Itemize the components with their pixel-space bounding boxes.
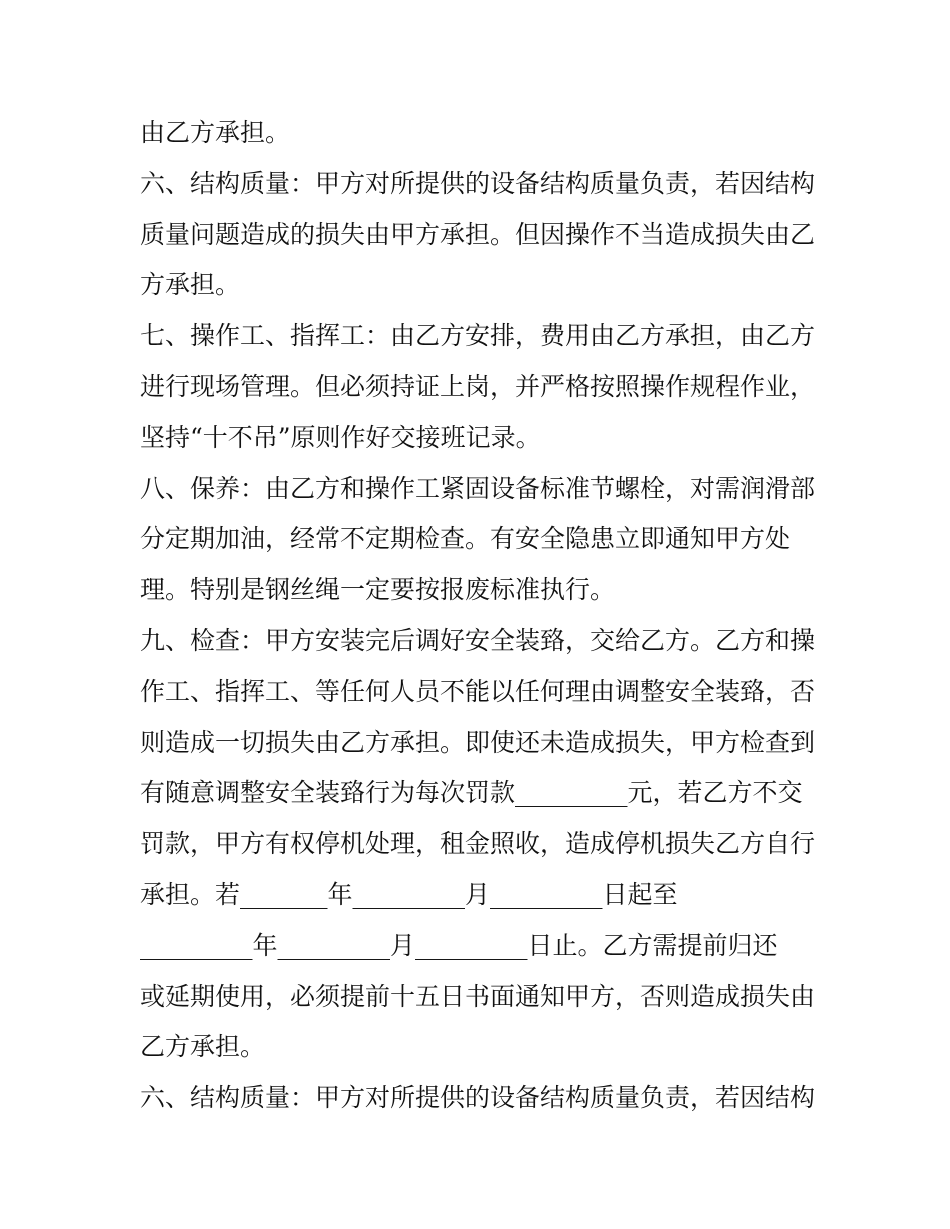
text-line: 八、保养：由乙方和操作工紧固设备标准节螺栓，对需润滑部 [140,473,816,503]
text-line: 由乙方承担。 [140,118,291,147]
text-line: 理。特别是钢丝绳一定要按报废标准执行。 [140,575,616,605]
text-line: 进行现场管理。但必须持证上岗，并严格按照操作规程作业， [140,371,816,401]
text-line: 坚持“十不吊”原则作好交接班记录。 [140,422,541,452]
text-line: 九、检查：甲方安装完后调好安全装臵，交给乙方。乙方和操 [140,625,816,655]
text-line: 七、操作工、指挥工：由乙方安排，费用由乙方承担，由乙方 [140,321,816,351]
text-line: 则造成一切损失由乙方承担。即使还未造成损失，甲方检查到 [140,727,816,757]
text-line: 罚款，甲方有权停机处理，租金照收，造成停机损失乙方自行 [140,829,816,859]
text-line: 或延期使用，必须提前十五日书面通知甲方，否则造成损失由 [140,981,816,1011]
text-line: 六、结构质量：甲方对所提供的设备结构质量负责，若因结构 [140,1083,816,1113]
text-line: 方承担。 [140,270,241,300]
text-line: 作工、指挥工、等任何人员不能以任何理由调整安全装臵，否 [140,676,816,706]
text-line: 质量问题造成的损失由甲方承担。但因操作不当造成损失由乙 [140,219,816,249]
contract-text [140,108,820,1124]
text-line: 乙方承担。 [140,1032,266,1062]
text-line: 六、结构质量：甲方对所提供的设备结构质量负责，若因结构 [140,168,816,198]
text-line: 分定期加油，经常不定期检查。有安全隐患立即通知甲方处 [140,524,791,554]
text-line: 有随意调整安全装臵行为每次罚款_________元，若乙方不交 [140,778,803,808]
text-line: 承担。若_______年_________月_________日起至 [140,879,678,909]
text-line: _________年_________月_________日止。乙方需提前归还 [140,930,778,960]
